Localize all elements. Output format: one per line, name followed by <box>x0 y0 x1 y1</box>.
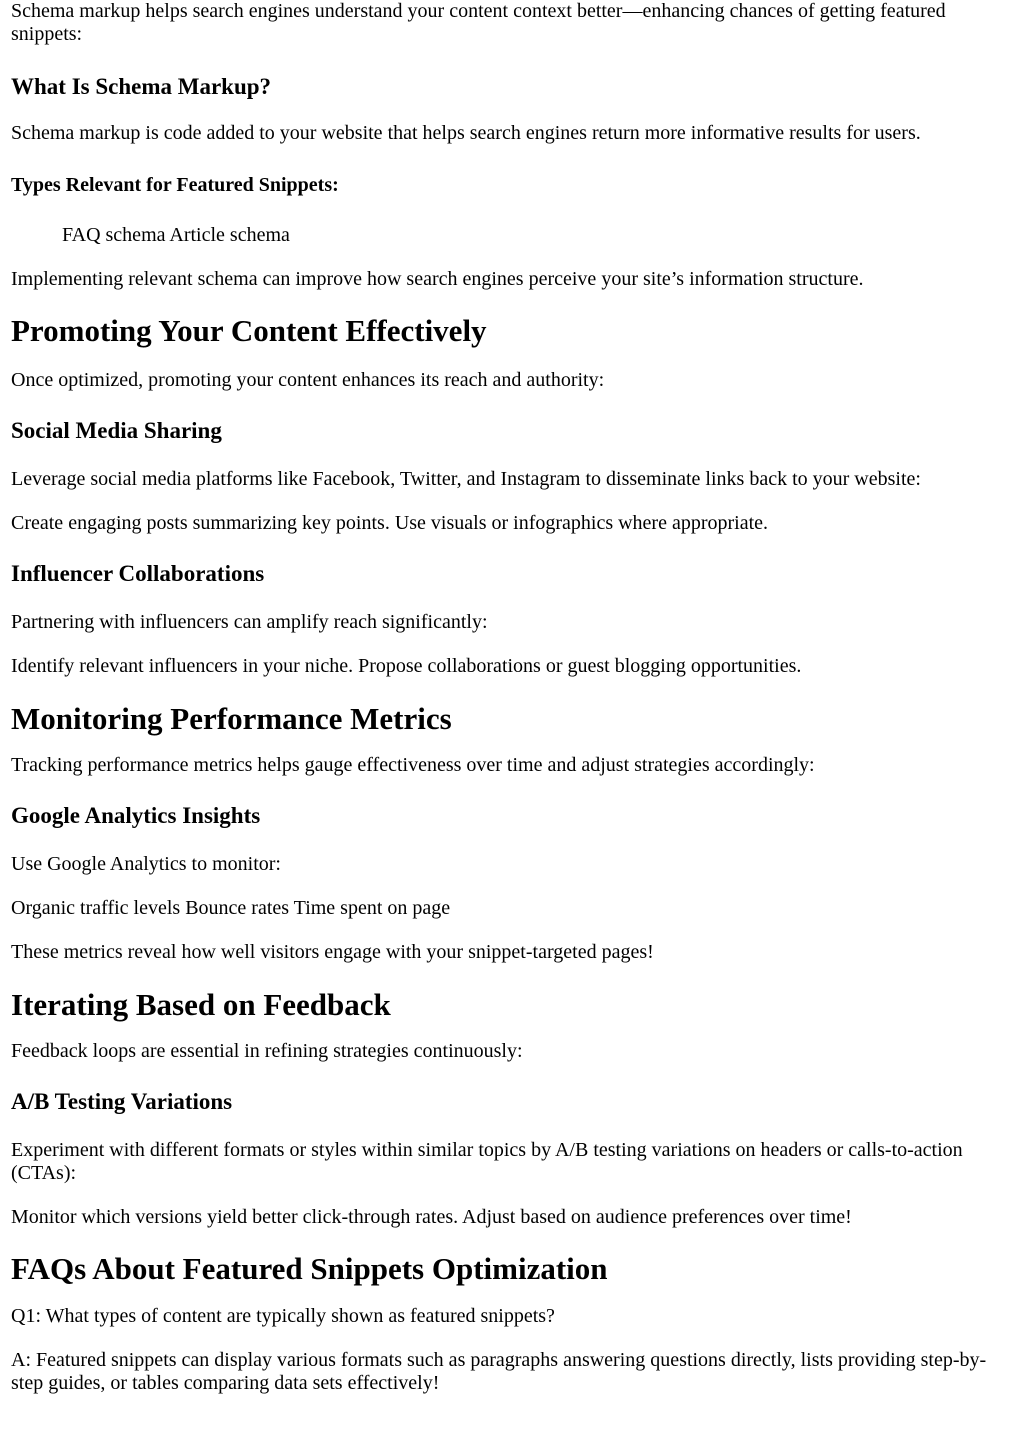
schema-types-list: FAQ schema Article schema <box>62 224 290 246</box>
faq-question-1: Q1: What types of content are typically shown as featured snippets? <box>11 1305 555 1327</box>
schema-heading: What Is Schema Markup? <box>11 74 272 99</box>
influencer-text: Partnering with influencers can amplify reach significantly: <box>11 611 488 633</box>
monitoring-intro: Tracking performance metrics helps gauge effectiveness over time and adjust strategies accordingly: <box>11 754 815 776</box>
influencer-heading: Influencer Collaborations <box>11 561 265 586</box>
social-text: Leverage social media platforms like Facebook, Twitter, and Instagram to disseminate links back to your website: <box>11 468 921 490</box>
monitoring-heading: Monitoring Performance Metrics <box>11 701 452 736</box>
social-list: Create engaging posts summarizing key points. Use visuals or infographics where appropriate. <box>11 512 769 534</box>
promoting-intro: Once optimized, promoting your content enhances its reach and authority: <box>11 369 605 391</box>
schema-closing: Implementing relevant schema can improve how search engines perceive your site’s information structure. <box>11 268 864 290</box>
faqs-heading: FAQs About Featured Snippets Optimization <box>11 1251 608 1286</box>
ab-testing-list: Monitor which versions yield better click-through rates. Adjust based on audience preferences over time! <box>11 1206 852 1228</box>
promoting-heading: Promoting Your Content Effectively <box>11 313 487 348</box>
schema-types-heading: Types Relevant for Featured Snippets: <box>11 174 339 196</box>
iterating-intro: Feedback loops are essential in refining strategies continuously: <box>11 1040 523 1062</box>
ab-testing-text: Experiment with different formats or styles within similar topics by A/B testing variations on headers or calls-to-action (CTAs): <box>11 1139 963 1184</box>
analytics-text: Use Google Analytics to monitor: <box>11 853 281 875</box>
ab-testing-heading: A/B Testing Variations <box>11 1089 233 1114</box>
analytics-list: Organic traffic levels Bounce rates Time spent on page <box>11 897 451 919</box>
schema-definition: Schema markup is code added to your website that helps search engines return more informative results for users. <box>11 122 921 144</box>
intro-paragraph: Schema markup helps search engines understand your content context better—enhancing chances of getting featured snippets: <box>11 0 946 45</box>
analytics-heading: Google Analytics Insights <box>11 803 261 828</box>
faq-answer-1: A: Featured snippets can display various formats such as paragraphs answering questions directly, lists providing step-by-step guides, or tables comparing data sets effectively! <box>11 1349 987 1394</box>
social-heading: Social Media Sharing <box>11 418 222 443</box>
iterating-heading: Iterating Based on Feedback <box>11 987 391 1022</box>
analytics-closing: These metrics reveal how well visitors engage with your snippet-targeted pages! <box>11 941 654 963</box>
influencer-list: Identify relevant influencers in your niche. Propose collaborations or guest blogging opportunities. <box>11 655 802 677</box>
